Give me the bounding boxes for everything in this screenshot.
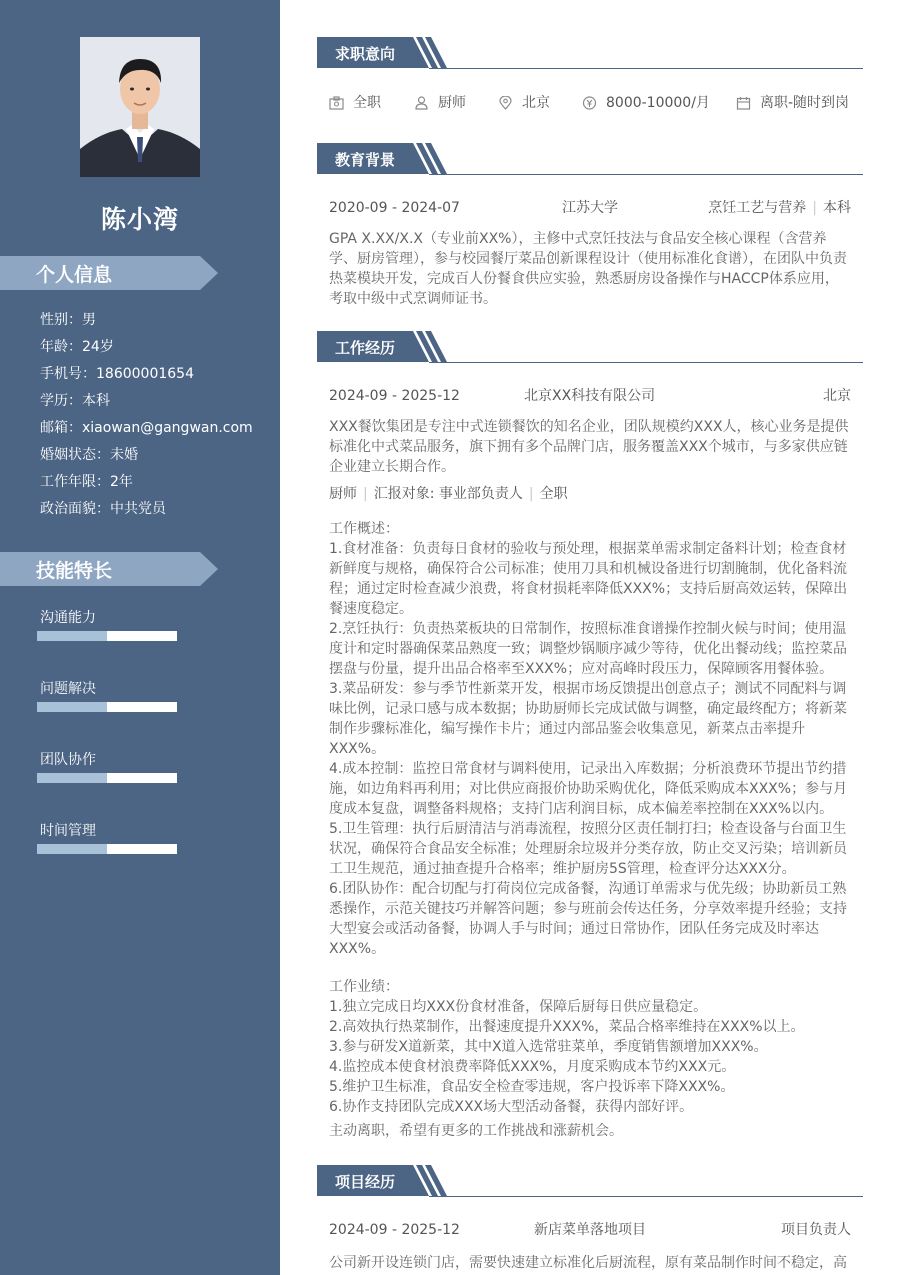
section-project-header: [317, 1165, 863, 1199]
skill-bar: [37, 702, 177, 712]
skill-level: [37, 844, 107, 854]
work-achievement-item: 3.参与研发X道新菜，其中X道入选常驻菜单，季度销售额增加XXX%。: [329, 1039, 768, 1055]
work-achievement-item: 6.协作支持团队完成XXX场大型活动备餐，获得内部好评。: [329, 1099, 694, 1115]
work-overview-item: 1.食材准备：负责每日食材的验收与预处理，根据菜单需求制定备料计划；检查食材新鲜度与规格，确保符合公司标准；使用刀具和机械设备进行切割腌制，优化备料流程；通过定时检查减少浪费，将食材损耗率降低XXX%；支持后厨高效运转，保障出餐速度稳定。: [329, 541, 848, 617]
work-achievement-item: 5.维护卫生标准，食品安全检查零违规，客户投诉率下降XXX%。: [329, 1079, 735, 1095]
skill-name: 团队协作: [40, 752, 96, 768]
skill-bar: [37, 844, 177, 854]
work-achievement-item: 1.独立完成日均XXX份食材准备，保障后厨每日供应量稳定。: [329, 999, 708, 1015]
education-major: 烹饪工艺与营养: [708, 200, 807, 216]
work-city: 北京: [823, 388, 851, 404]
education-period: 2020-09 - 2024-07: [329, 200, 460, 216]
intent-position-text: 厨师: [438, 95, 466, 111]
work-overview-item: 2.烹饪执行：负责热菜板块的日常制作，按照标准食谱操作控制火候与时间；使用温度计和定时器确保菜品熟度一致；调整炒锅顺序减少等待，优化出餐动线；监控菜品摆盘与份量，提升出品合格率至XXX%；应对高峰时段压力，保障顾客用餐体验。: [329, 621, 847, 677]
info-political: 政治面貌：中共党员: [40, 501, 166, 517]
intent-job-type-text: 全职: [353, 95, 381, 111]
work-overview-item: 6.团队协作：配合切配与打荷岗位完成备餐，沟通订单需求与优先级；协助新员工熟悉操作，示范关键技巧并解答问题；参与班前会传达任务，分享效率提升经验；支持大型宴会或活动备餐，协调人手与时间；通过日常协作，团队任务完成及时率达XXX%。: [329, 881, 847, 957]
section-title: 求职意向: [335, 45, 396, 63]
skill-name: 时间管理: [40, 823, 96, 839]
work-achievements-title: 工作业绩：: [329, 979, 399, 995]
person-icon: [414, 96, 430, 110]
work-achievement-item: 2.高效执行热菜制作，出餐速度提升XXX%，菜品合格率维持在XXX%以上。: [329, 1019, 805, 1035]
section-title: 项目经历: [335, 1173, 396, 1191]
education-row: [329, 198, 851, 218]
skill-bar: [37, 773, 177, 783]
section-header-shape: [317, 37, 863, 71]
section-intent-header: [317, 37, 863, 71]
yen-icon: [582, 96, 598, 110]
project-row: [329, 1220, 851, 1240]
work-role-row: [329, 484, 851, 504]
section-title: 工作经历: [335, 339, 396, 357]
work-achievement-item: 4.监控成本使食材浪费率降低XXX%，月度采购成本节约XXX元。: [329, 1059, 736, 1075]
skill-bar: [37, 631, 177, 641]
work-report-to: 汇报对象: 事业部负责人: [373, 486, 523, 502]
personal-info-title: 个人信息: [36, 264, 113, 286]
calendar-icon: [736, 96, 752, 110]
intent-salary-text: 8000-10000/月: [606, 95, 710, 111]
separator: |: [528, 486, 534, 502]
work-row: [329, 386, 851, 406]
work-leave-reason: 主动离职，希望有更多的工作挑战和涨薪机会。: [329, 1123, 623, 1139]
section-title: 教育背景: [335, 151, 396, 169]
skills-banner: [0, 552, 218, 586]
work-details: [329, 519, 851, 1141]
education-school: 江苏大学: [562, 200, 618, 216]
location-icon: [498, 96, 514, 110]
section-education-header: [317, 143, 863, 177]
project-name: 新店菜单落地项目: [534, 1222, 646, 1238]
work-overview-item: 4.成本控制：监控日常食材与调料使用，记录出入库数据；分析浪费环节提出节约措施，如边角料再利用；对比供应商报价协助采购优化，降低采购成本XXX%；参与月度成本复盘，调整备料规格；支持门店利润目标，成本偏差率控制在XXX%以内。: [329, 761, 848, 817]
skill-item: [40, 749, 180, 769]
section-header-shape: [317, 143, 863, 177]
info-education: 学历：本科: [40, 393, 110, 409]
info-email: 邮箱：xiaowan@gangwan.com: [40, 420, 253, 436]
project-role: 项目负责人: [781, 1222, 851, 1238]
personal-info-banner: [0, 256, 218, 290]
info-experience: 工作年限：2年: [40, 474, 133, 490]
info-marital: 婚姻状态：未婚: [40, 447, 138, 463]
project-description: 公司新开设连锁门店，需要快速建立标准化后厨流程，原有菜品制作时间不稳定，高: [329, 1255, 847, 1271]
education-description: GPA X.XX/X.X（专业前XX%），主修中式烹饪技法与食品安全核心课程（含营养学、厨房管理），参与校园餐厅菜品创新课程设计（使用标准化食谱），在团队中负责热菜模块开发，完成百人份餐食供应实验，熟悉厨房设备操作与HACCP体系应用，考取中级中式烹调师证书。: [329, 231, 847, 307]
separator: |: [363, 486, 368, 502]
info-age: 年龄：24岁: [40, 339, 114, 355]
education-major-degree: [708, 198, 851, 218]
skill-level: [37, 773, 107, 783]
section-header-shape: [317, 331, 863, 365]
work-company: 北京XX科技有限公司: [524, 388, 656, 404]
skill-item: [40, 820, 180, 840]
section-header-shape: [317, 1165, 863, 1199]
info-gender: 性别：男: [40, 312, 96, 328]
work-overview-title: 工作概述：: [329, 521, 399, 537]
skill-name: 问题解决: [40, 681, 96, 697]
skill-item: [40, 678, 180, 698]
education-degree: 本科: [823, 200, 851, 216]
spacer: [329, 959, 851, 977]
project-period: 2024-09 - 2025-12: [329, 1222, 460, 1238]
profile-photo: [80, 37, 200, 177]
work-role: 厨师: [329, 486, 357, 502]
candidate-name: 陈小湾: [100, 205, 179, 234]
info-phone: 手机号：18600001654: [40, 366, 194, 382]
section-work-header: [317, 331, 863, 365]
skills-title: 技能特长: [36, 560, 113, 582]
skill-level: [37, 631, 107, 641]
skill-level: [37, 702, 107, 712]
work-overview-item: 3.菜品研发：参与季节性新菜开发，根据市场反馈提出创意点子；测试不同配料与调味比例，记录口感与成本数据；协助厨师长完成试做与调整，确定最终配方；将新菜制作步骤标准化，编写操作卡片；通过内部品鉴会收集意见，新菜点击率提升XXX%。: [329, 681, 847, 757]
work-period: 2024-09 - 2025-12: [329, 388, 460, 404]
personal-info-list: [40, 309, 270, 525]
sidebar: [0, 0, 280, 1275]
briefcase-icon: [329, 96, 345, 110]
skill-item: [40, 607, 180, 627]
separator: |: [812, 200, 817, 216]
work-job-type: 全职: [539, 486, 568, 502]
intent-location-text: 北京: [522, 95, 550, 111]
work-role-tags: [329, 484, 568, 504]
work-overview-item: 5.卫生管理：执行后厨清洁与消毒流程，按照分区责任制打扫；检查设备与台面卫生状况，确保符合食品安全标准；处理厨余垃圾并分类存放，防止交叉污染；培训新员工卫生规范，通过抽查提升合格率；维护厨房5S管理，检查评分达XXX分。: [329, 821, 847, 877]
work-company-description: XXX餐饮集团是专注中式连锁餐饮的知名企业，团队规模约XXX人，核心业务是提供标准化中式菜品服务，旗下拥有多个品牌门店，服务覆盖XXX个城市，与多家供应链企业建立长期合作。: [329, 419, 849, 475]
intent-availability-text: 离职-随时到岗: [760, 95, 850, 111]
skill-name: 沟通能力: [40, 610, 96, 626]
